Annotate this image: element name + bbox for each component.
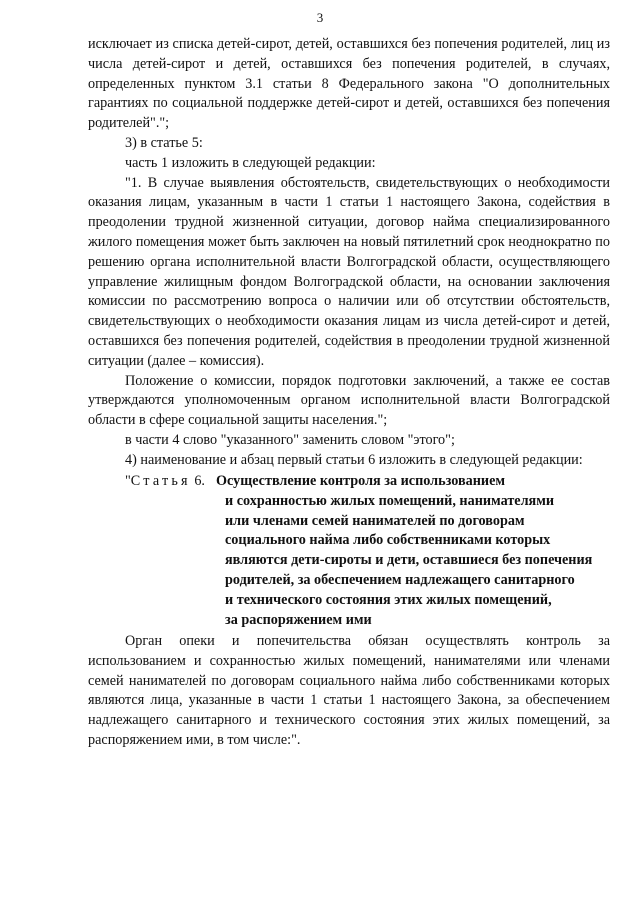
article-word: Статья xyxy=(130,473,191,489)
paragraph-guardianship-control: Орган опеки и попечительства обязан осуществлять контроль за использованием и сохранностью жилых помещений, нанимателями или членами семей нанимателей по договорам социального найма либо собственниками которых являются лица, указанные в части 1 статьи 1 настоящего Закона, за обеспечением надлежащего санитарного и технического состояния этих жилых помещений, за распоряжением ими, в том числе:". xyxy=(88,633,610,748)
article-title-line: или членами семей нанимателей по договорам xyxy=(225,512,525,529)
article-title xyxy=(216,472,636,630)
paragraph-exclusion: исключает из списка детей-сирот, детей, оставшихся без попечения родителей, лиц из числа детей-сирот и детей, оставшихся без попечения родителей, в случаях, определенных пунктом 3.1 статьи 8 Федерального закона "О дополнительных гарантиях по социальной поддержке детей-сирот и детей, оставшихся без попечения родителей"."; xyxy=(88,36,610,132)
article-title-line: Осуществление контроля за использованием xyxy=(216,473,506,489)
article-quote: " xyxy=(125,473,131,489)
paragraph-commission-provision: Положение о комиссии, порядок подготовки заключений, а также ее состав утверждаются уполномоченным органом исполнительной власти Волгоградской области в сфере социальной защиты населения."; xyxy=(88,372,610,429)
article-title-line: и технического состояния этих жилых помещений, xyxy=(225,591,552,608)
page-number: 3 xyxy=(316,10,324,25)
article-title-line: социального найма либо собственниками которых xyxy=(225,532,551,549)
paragraph-part1-text: "1. В случае выявления обстоятельств, свидетельствующих о необходимости оказания лицам, указанным в части 1 статьи 1 настоящего Закона, содействия в преодолении трудной жизненной ситуации, договор найма специализированного жилого помещения может быть заключен на новый пятилетний срок неоднократно по решению органа исполнительной власти Волгоградской области, осуществляющего управление жилищным фондом Волгоградской области, на основании заключения комиссии по рассмотрению вопроса о наличии или об отсутствии обстоятельств, свидетельствующих о необходимости оказания лицам из числа детей-сирот и детей, оставшихся без попечения родителей, содействия в преодолении трудной жизненной ситуации (далее – комиссия). xyxy=(88,174,610,369)
article-title-line: являются дети-сироты и дети, оставшиеся без попечения xyxy=(225,552,593,569)
article6-body xyxy=(88,632,610,751)
paragraph-article5: 3) в статье 5: xyxy=(125,134,203,151)
paragraph-part1-intro: часть 1 изложить в следующей редакции: xyxy=(125,154,376,171)
article-title-line: за распоряжением ими xyxy=(225,611,372,628)
paragraph-part4-change: в части 4 слово "указанного" заменить словом "этого"; xyxy=(125,431,455,448)
amendment-text xyxy=(88,35,610,471)
article-title-line: и сохранностью жилых помещений, нанимателями xyxy=(225,492,555,509)
article-label xyxy=(125,472,205,492)
paragraph-article6-intro: 4) наименование и абзац первый статьи 6 изложить в следующей редакции: xyxy=(125,451,583,468)
article-title-line: родителей, за обеспечением надлежащего санитарного xyxy=(225,571,575,588)
article-number: 6. xyxy=(194,473,205,489)
